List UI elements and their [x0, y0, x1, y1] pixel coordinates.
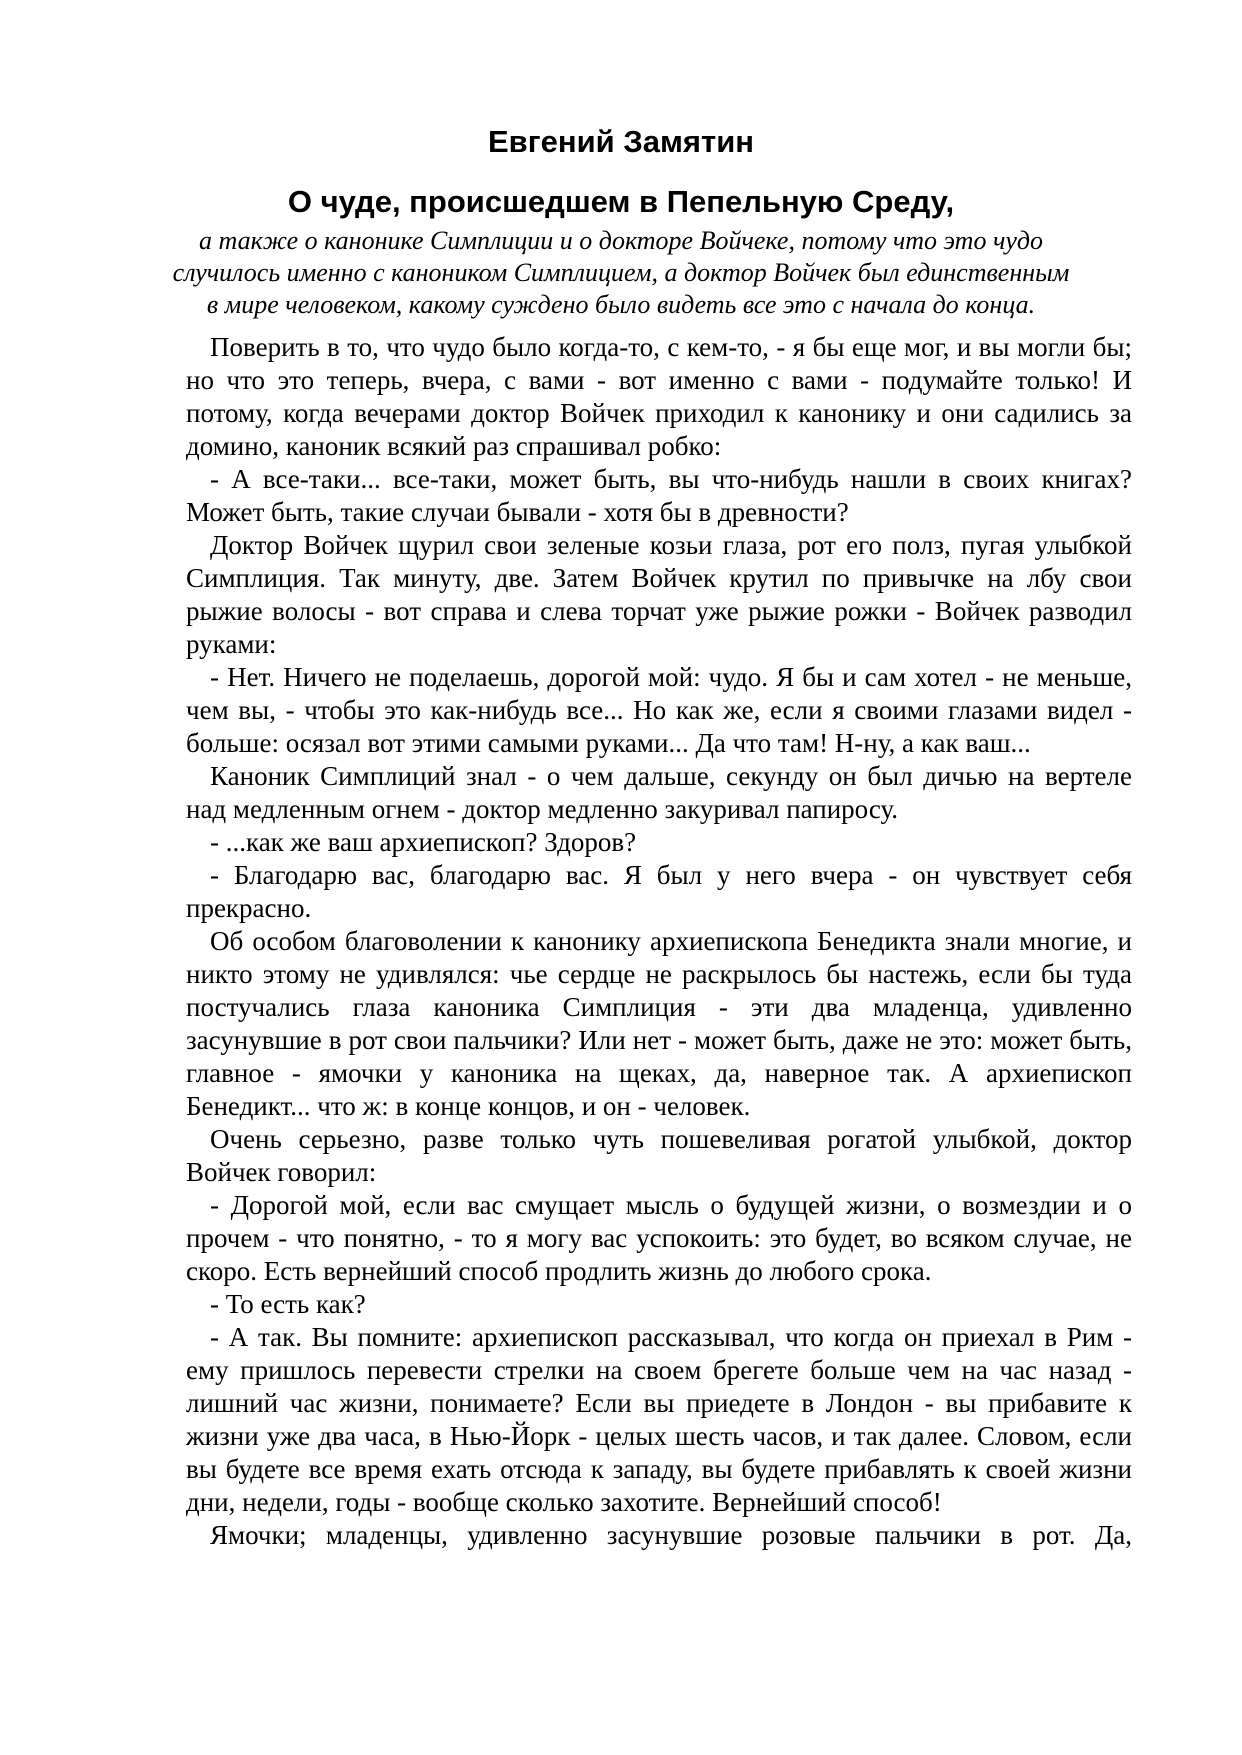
subtitle-line: а также о канонике Симплиции и о докторе Войчеке, потому что это чудо: [199, 226, 1043, 255]
paragraph: - Дорогой мой, если вас смущает мысль о будущей жизни, о возмездии и о прочем - что понятно, - то я могу вас успокоить: это будет, во всяком случае, не скоро. Есть вернейший способ продлить жизнь до любого срока.: [186, 1190, 1132, 1286]
paragraph: Об особом благоволении к канонику архиепископа Бенедикта знали многие, и никто этому не удивлялся: чье сердце не раскрылось бы настежь, если бы туда постучались глаза каноника Симплиция - эти два младенца, удивленно засунувшие в рот свои пальчики? Или нет - может быть, даже не это: может быть, главное - ямочки у каноника на щеках, да, наверное так. А архиепископ Бенедикт... что ж: в конце концов, и он - человек.: [186, 926, 1132, 1121]
story-subtitle: [110, 225, 1132, 321]
paragraph: - А все-таки... все-таки, может быть, вы что-нибудь нашли в своих книгах? Может быть, такие случаи бывали - хотя бы в древности?: [186, 464, 1132, 527]
story-title: О чуде, происшедшем в Пепельную Среду,: [287, 184, 955, 219]
paragraph: - ...как же ваш архиепископ? Здоров?: [210, 827, 637, 857]
paragraph: - А так. Вы помните: архиепископ рассказывал, что когда он приехал в Рим - ему пришлось перевести стрелки на своем брегете больше чем на час назад - лишний час жизни, понимаете? Если вы приедете в Лондон - вы прибавите к жизни уже два часа, в Нью-Йорк - целых шесть часов, и так далее. Словом, если вы будете все время ехать отсюда к западу, вы будете прибавлять к своей жизни дни, недели, годы - вообще сколько захотите. Вернейший способ!: [186, 1322, 1132, 1517]
paragraph: - Нет. Ничего не поделаешь, дорогой мой: чудо. Я бы и сам хотел - не меньше, чем вы, - чтобы это как-нибудь все... Но как же, если я своими глазами видел - больше: осязал вот этими самыми руками... Да что там! Н-ну, а как ваш...: [186, 662, 1132, 758]
story-body: [186, 331, 1132, 1552]
subtitle-line: случилось именно с каноником Симплицием, а доктор Войчек был единственным: [172, 258, 1070, 287]
paragraph: - То есть как?: [210, 1289, 366, 1319]
paragraph: - Благодарю вас, благодарю вас. Я был у него вчера - он чувствует себя прекрасно.: [186, 860, 1132, 923]
paragraph: Очень серьезно, разве только чуть пошевеливая рогатой улыбкой, доктор Войчек говорил:: [186, 1124, 1132, 1187]
subtitle-line: в мире человеком, какому суждено было видеть все это с начала до конца.: [206, 290, 1036, 319]
paragraph: Доктор Войчек щурил свои зеленые козьи глаза, рот его полз, пугая улыбкой Симплиция. Так минуту, две. Затем Войчек крутил по привычке на лбу свои рыжие волосы - вот справа и слева торчат уже рыжие рожки - Войчек разводил руками:: [186, 530, 1132, 659]
author-name: Евгений Замятин: [488, 124, 754, 159]
paragraph: Каноник Симплиций знал - о чем дальше, секунду он был дичью на вертеле над медленным огнем - доктор медленно закуривал папиросу.: [186, 761, 1132, 824]
paragraph: Поверить в то, что чудо было когда-то, с кем-то, - я бы еще мог, и вы могли бы; но что это теперь, вчера, с вами - вот именно с вами - подумайте только! И потому, когда вечерами доктор Войчек приходил к канонику и они садились за домино, каноник всякий раз спрашивал робко:: [186, 332, 1132, 461]
paragraph: Ямочки; младенцы, удивленно засунувшие розовые пальчики в рот. Да,: [210, 1520, 1132, 1550]
